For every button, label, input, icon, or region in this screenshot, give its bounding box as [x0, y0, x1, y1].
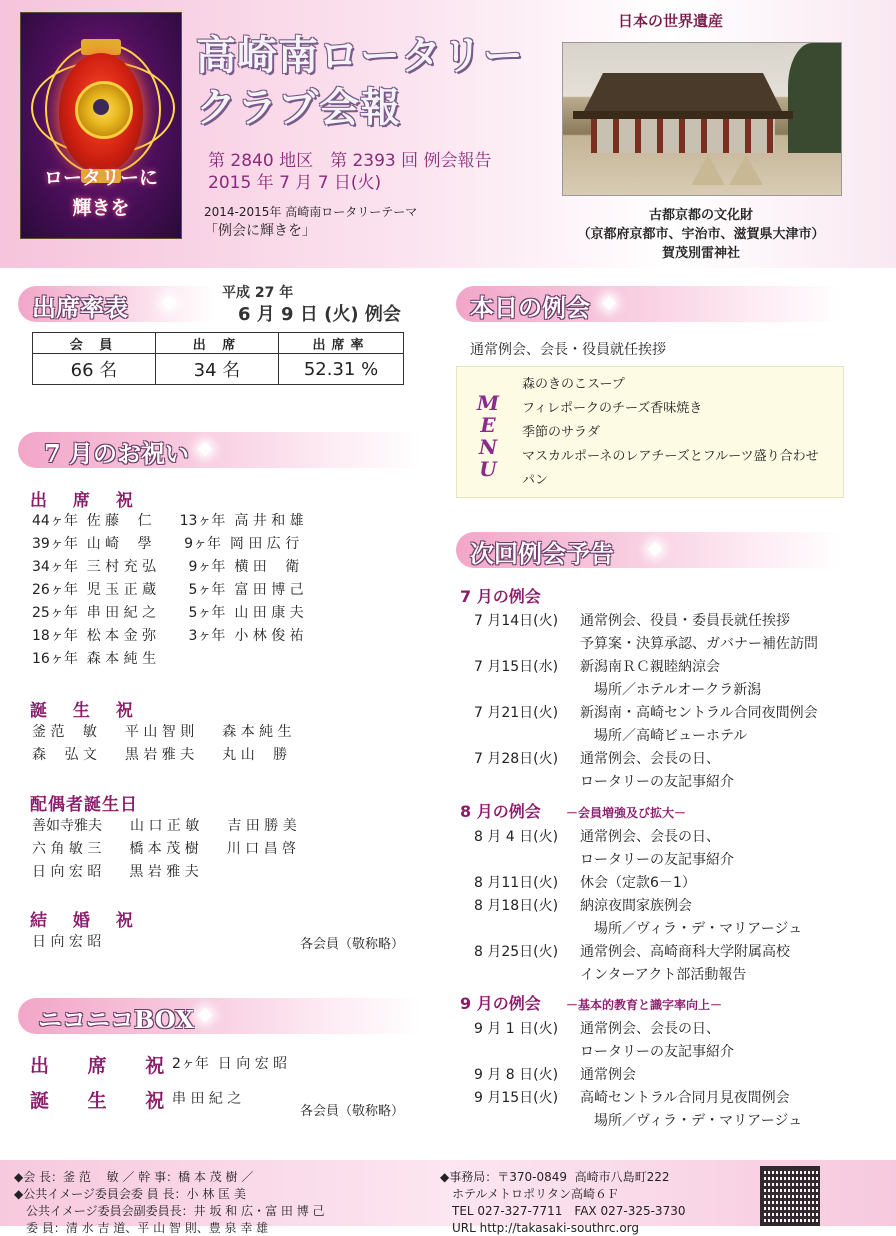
- schedule-text: インターアクト部活動報告: [580, 967, 747, 983]
- list-item: 釜 范 敏 平 山 智 則 森 本 純 生: [32, 724, 292, 740]
- footer-committee-vice: 公共イメージ委員会副委員長：井 坂 和 広・富 田 博 己: [14, 1204, 325, 1218]
- list-item: 25ヶ年 串 田 紀 之 5ヶ年 山 田 康 夫: [32, 605, 304, 621]
- schedule-text: 通常例会、会長の日、: [580, 829, 720, 845]
- attendance-date-year: 平成 27 年: [222, 285, 294, 301]
- shrine-eave: [573, 111, 793, 119]
- schedule-date: 7 月28日(火): [474, 751, 559, 767]
- shrine-pillars: [591, 119, 775, 153]
- menu-item: 季節のサラダ: [522, 425, 600, 440]
- photo-caption-1: 古都京都の文化財: [648, 208, 753, 223]
- honorific-note: 各会員（敬称略）: [300, 937, 405, 952]
- september-theme: －基本的教育と識字率向上－: [566, 998, 723, 1012]
- col-header-members: 会 員: [33, 333, 156, 354]
- photo-caption-2: （京都府京都市、宇治市、滋賀県大津市）: [577, 227, 825, 242]
- today-program: 通常例会、会長・役員就任挨拶: [470, 342, 666, 358]
- list-item: 16ヶ年 森 本 純 生: [32, 651, 157, 667]
- menu-letter: N: [478, 435, 498, 459]
- footer-phone: TEL 027-327-7711 FAX 027-325-3730: [440, 1204, 686, 1218]
- wedding-name: 日 向 宏 昭: [32, 934, 102, 950]
- schedule-date: 7 月21日(火): [474, 705, 559, 721]
- menu-item: パン: [522, 473, 549, 488]
- birthday-list: [32, 721, 292, 767]
- menu-letter: U: [479, 457, 497, 481]
- schedule-text: 納涼夜間家族例会: [580, 898, 692, 914]
- smile-box-section-header: [18, 998, 422, 1034]
- list-item: 34ヶ年 三 村 充 弘 9ヶ年 横 田 衛: [32, 559, 300, 575]
- schedule-text: 通常例会、会長の日、: [580, 1021, 720, 1037]
- heritage-title: 日本の世界遺産: [618, 12, 724, 30]
- schedule-text: 高崎セントラル合同月見夜間例会: [580, 1090, 790, 1106]
- schedule-text: 予算案・決算承認、ガバナー補佐訪問: [580, 636, 818, 652]
- rotary-wheel-hub: [93, 99, 109, 115]
- newsletter-title-line2: クラブ会報: [196, 84, 401, 131]
- photo-caption-3: 賀茂別雷神社: [661, 246, 740, 261]
- schedule-date: 9 月 8 日(火): [474, 1067, 559, 1083]
- schedule-text: 通常例会: [580, 1067, 636, 1083]
- shrine-photo: [562, 42, 842, 196]
- attended-count: 34 名: [156, 354, 279, 385]
- col-header-rate: 出席率: [279, 333, 404, 354]
- today-heading: 本日の例会: [470, 293, 590, 322]
- august-theme: －会員増強及び拡大－: [566, 806, 687, 820]
- schedule-text: 場所／ヴィラ・デ・マリアージュ: [580, 1113, 803, 1129]
- schedule-text: 場所／ヴィラ・デ・マリアージュ: [580, 921, 803, 937]
- schedule-date: 8 月25日(火): [474, 944, 559, 960]
- meeting-date: 2015 年 7 月 7 日(火): [208, 173, 382, 193]
- attendance-rate: 52.31 %: [279, 354, 404, 385]
- schedule-date: 8 月18日(火): [474, 898, 559, 914]
- qr-code[interactable]: [760, 1166, 820, 1226]
- footer-officers: ◆会 長：釜 范 敏 ／ 幹 事：橋 本 茂 樹 ／: [14, 1170, 254, 1184]
- footer-office-address: ◆事務局：〒370-0849 高崎市八島町222: [440, 1170, 670, 1184]
- next-meetings-heading: 次回例会予告: [470, 539, 614, 568]
- smile-box-heading: ニコニコBOX: [38, 1005, 194, 1034]
- august-title: 8 月の例会: [460, 802, 541, 821]
- attendance-heading: 出席率表: [32, 293, 128, 322]
- schedule-text: 新潟南ＲＣ親睦納涼会: [580, 659, 720, 675]
- schedule-date: 8 月 4 日(火): [474, 829, 559, 845]
- menu-letter: E: [480, 413, 496, 437]
- attendance-celebration-list: [32, 510, 304, 671]
- list-item: 日 向 宏 昭 黒 岩 雅 夫: [32, 864, 199, 880]
- smile-honorific-note: 各会員（敬称略）: [300, 1104, 405, 1119]
- menu-label: [474, 392, 502, 480]
- schedule-text: ロータリーの友記事紹介: [580, 1044, 734, 1060]
- rotary-theme-logo: [20, 12, 182, 239]
- schedule-text: 新潟南・高崎セントラル合同夜間例会: [580, 705, 818, 721]
- menu-item: フィレポークのチーズ香味焼き: [522, 401, 703, 416]
- list-item: 26ヶ年 児 玉 正 蔵 5ヶ年 富 田 博 己: [32, 582, 304, 598]
- footer-office-building: ホテルメトロポリタン高崎６Ｆ: [440, 1187, 620, 1201]
- schedule-text: 通常例会、役員・委員長就任挨拶: [580, 613, 790, 629]
- footer-url[interactable]: URL http://takasaki-southrc.org: [440, 1221, 640, 1235]
- schedule-date: 7 月14日(火): [474, 613, 559, 629]
- attendance-table: [32, 332, 404, 385]
- september-title: 9 月の例会: [460, 994, 541, 1013]
- attendance-celebration-title: 出 席 祝: [30, 491, 143, 511]
- logo-caption-line1: ロータリーに: [43, 167, 158, 189]
- smile-birthday-label: 誕 生 祝: [30, 1090, 181, 1112]
- logo-caption: [21, 163, 181, 223]
- celebrations-heading: 7 月のお祝い: [44, 439, 190, 468]
- spouse-birthday-title: 配偶者誕生日: [30, 795, 138, 815]
- menu-box: [456, 366, 844, 498]
- col-header-attended: 出 席: [156, 333, 279, 354]
- shrine-roof: [583, 73, 783, 113]
- schedule-text: 通常例会、高崎商科大学附属高校: [580, 944, 790, 960]
- wedding-title: 結 婚 祝: [30, 911, 143, 931]
- schedule-text: 場所／高崎ビューホテル: [580, 728, 748, 744]
- sand-cone: [691, 155, 725, 185]
- schedule-text: 場所／ホテルオークラ新潟: [580, 682, 762, 698]
- schedule-text: 休会（定款6－1）: [580, 875, 696, 891]
- list-item: 18ヶ年 松 本 金 弥 3ヶ年 小 林 俊 祐: [32, 628, 304, 644]
- attendance-date: 6 月 9 日 (火) 例会: [238, 304, 401, 325]
- smile-attendance-label: 出 席 祝: [30, 1055, 181, 1077]
- schedule-text: ロータリーの友記事紹介: [580, 774, 734, 790]
- schedule-text: ロータリーの友記事紹介: [580, 852, 734, 868]
- list-item: 六 角 敏 三 橋 本 茂 樹 川 口 昌 啓: [32, 841, 297, 857]
- list-item: 39ヶ年 山 崎 學 9ヶ年 岡 田 広 行: [32, 536, 300, 552]
- today-section-header: [456, 286, 842, 322]
- menu-item: 森のきのこスープ: [522, 377, 625, 392]
- theme-label: 2014-2015年 高崎南ロータリーテーマ: [204, 205, 418, 219]
- list-item: 森 弘 文 黒 岩 雅 夫 丸 山 勝: [32, 747, 288, 763]
- birthday-title: 誕 生 祝: [30, 701, 143, 721]
- list-item: 善如寺雅夫 山 口 正 敏 吉 田 勝 美: [32, 818, 297, 834]
- smile-attendance-value: 2ヶ年 日 向 宏 昭: [172, 1056, 288, 1072]
- footer-committee-members: 委 員：清 水 吉 道、平 山 智 則、豊 泉 幸 雄: [14, 1221, 269, 1235]
- july-title: 7 月の例会: [460, 587, 541, 606]
- celebrations-section-header: [18, 432, 422, 468]
- schedule-date: 9 月 1 日(火): [474, 1021, 559, 1037]
- theme-text: 「例会に輝きを」: [204, 223, 316, 239]
- attendance-section-header: [18, 286, 214, 322]
- footer-committee-chair: ◆公共イメージ委員会委 員 長：小 林 匡 美: [14, 1187, 246, 1201]
- smile-birthday-value: 串 田 紀 之: [172, 1091, 242, 1107]
- newsletter-title-line1: 高崎南ロータリー: [196, 32, 524, 79]
- schedule-date: 8 月11日(火): [474, 875, 559, 891]
- meeting-report-line: 第 2840 地区 第 2393 回 例会報告: [208, 151, 492, 171]
- schedule-date: 9 月15日(火): [474, 1090, 559, 1106]
- logo-caption-line2: 輝きを: [72, 197, 130, 219]
- schedule-text: 通常例会、会長の日、: [580, 751, 720, 767]
- list-item: 44ヶ年 佐 藤 仁 13ヶ年 高 井 和 雄: [32, 513, 304, 529]
- spouse-birthday-list: [32, 815, 297, 884]
- menu-letter: M: [476, 391, 500, 415]
- sand-cone: [729, 155, 763, 185]
- menu-item: マスカルポーネのレアチーズとフルーツ盛り合わせ: [522, 449, 819, 464]
- tree-shape: [788, 43, 842, 153]
- members-count: 66 名: [33, 354, 156, 385]
- schedule-date: 7 月15日(水): [474, 659, 559, 675]
